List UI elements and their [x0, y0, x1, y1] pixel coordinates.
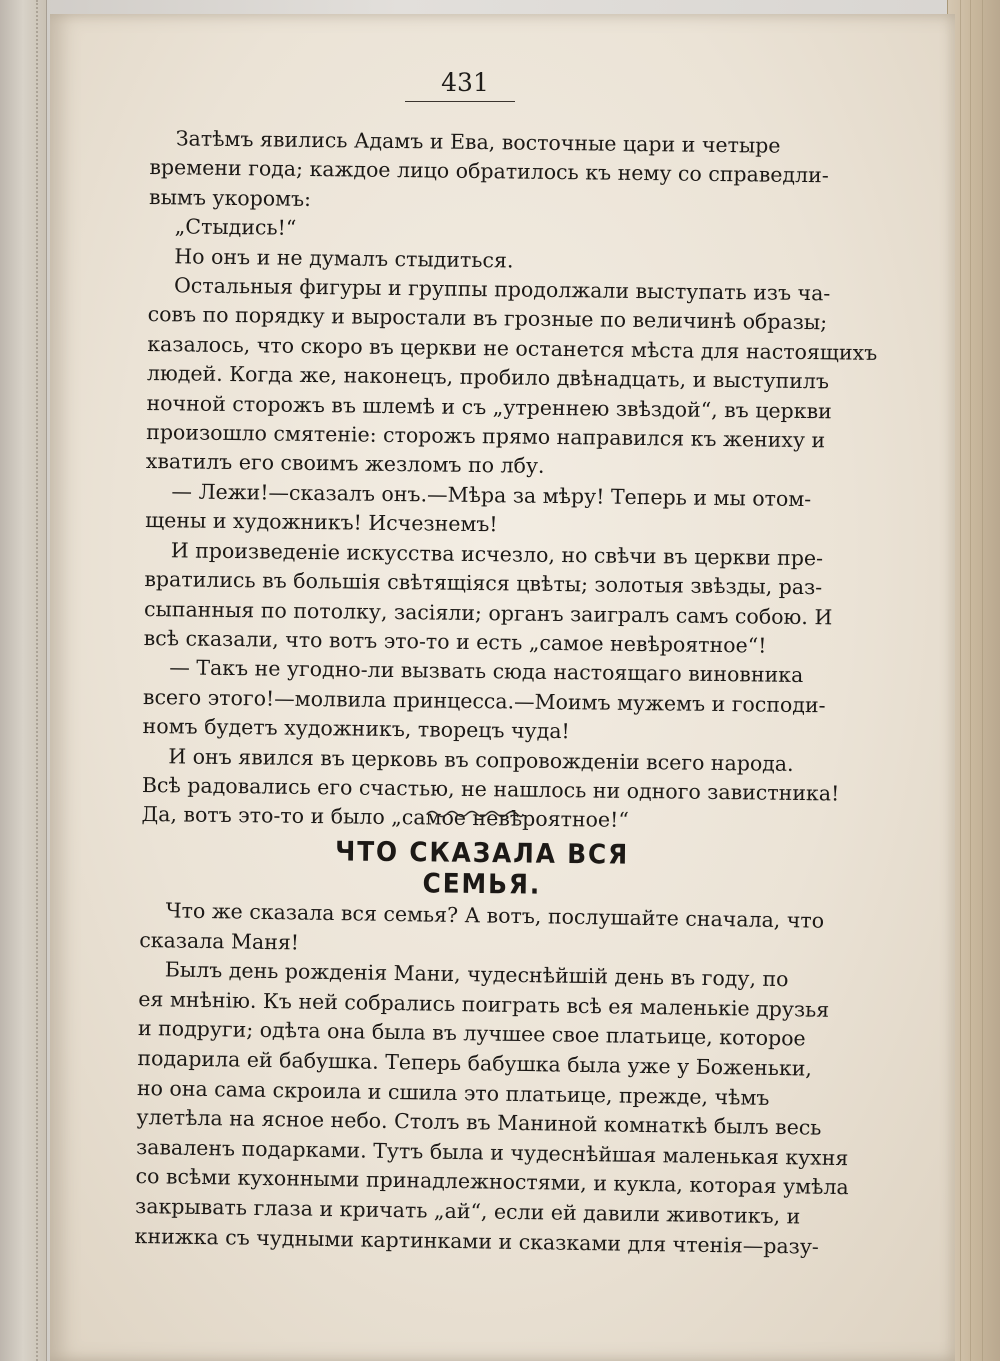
paragraph [148, 124, 829, 220]
text-line: со всѣми кухонными принадлежностями, и кукла, которая умѣла [135, 1164, 849, 1200]
text-line: ея мнѣнію. Къ ней собрались поиграть всѣ ея маленькіе друзья [138, 986, 830, 1022]
text-line: щены и художникъ! Исчезнемъ! [145, 508, 498, 537]
section1-text [141, 124, 878, 838]
text-line: Но онъ и не думалъ стыдиться. [174, 243, 514, 273]
paragraph [139, 896, 825, 966]
text-line: номъ будетъ художникъ, творецъ чуда! [142, 714, 570, 744]
text-line: вратились въ большія свѣтящіяся цвѣты; золотыя звѣзды, раз- [144, 567, 823, 600]
text-line: Да, вотъ это-то и было „самое невѣроятное!“ [141, 802, 629, 833]
binding-stitches [6, 0, 38, 1361]
paragraph [145, 271, 878, 485]
text-line: казалось, что скоро въ церкви не останется мѣста для настоящихъ [147, 331, 878, 365]
text-line: всего этого!—молвила принцесса.—Моимъ мужемъ и господи- [142, 684, 826, 718]
text-line: людей. Когда же, наконецъ, пробило двѣнадцать, и выступилъ [146, 361, 830, 394]
text-line: Былъ день рожденія Мани, чудеснѣйшій день въ году, по [164, 957, 789, 992]
paragraph [143, 536, 833, 662]
paragraph [134, 955, 849, 1262]
text-line: улетѣла на ясное небо. Столъ въ Маниной комнаткѣ былъ весь [136, 1105, 822, 1140]
text-line: Всѣ радовались его счастью, не нашлось ни одного завистника! [141, 772, 840, 806]
text-line: времени года; каждое лицо обратилось къ нему со справедли- [149, 155, 829, 188]
text-line: И произведеніе искусства исчезло, но свѣчи въ церкви пре- [170, 537, 824, 570]
text-line: и подруги; одѣта она была въ лучшее свое платьице, которое [137, 1016, 806, 1051]
text-line: хватилъ его своимъ жезломъ по лбу. [145, 449, 545, 479]
text-line: сыпанныя по потолку, засіяли; органъ заигралъ самъ собою. И [143, 596, 833, 629]
text-line: но она сама скроила и сшила это платьице, прежде, чѣмъ [136, 1075, 770, 1110]
text-line: — Такъ не угодно-ли вызвать сюда настоящаго виновника [169, 655, 804, 688]
text-line: Остальныя фигуры и группы продолжали выступать изъ ча- [173, 273, 831, 306]
page-number: 431 [441, 68, 489, 97]
text-line: произошло смятеніе: сторожъ прямо направился къ жениху и [146, 420, 826, 453]
section2-text [134, 896, 849, 1262]
text-line: „Стыдись!“ [174, 214, 297, 241]
text-line: подарила ей бабушка. Теперь бабушка была уже у Боженьки, [137, 1045, 813, 1081]
text-line: сказала Маня! [139, 927, 300, 955]
left-page-edge [0, 0, 47, 1361]
text-line: Что же сказала вся семья? А вотъ, послушайте сначала, что [165, 898, 825, 933]
text-line: вымъ укоромъ: [148, 184, 312, 211]
text-line: ночной сторожъ въ шлемѣ и съ „утреннею звѣздой“, въ церкви [146, 390, 832, 424]
paragraph [141, 741, 840, 837]
text-line: Затѣмъ явились Адамъ и Ева, восточные цари и четыре [175, 126, 781, 158]
paragraph [142, 653, 826, 749]
text-line: книжка съ чудными картинками и сказками для чтенія—разу- [134, 1223, 820, 1259]
header-rule [405, 101, 515, 102]
chapter-title: ЧТО СКАЗАЛА ВСЯ СЕМЬЯ. [335, 836, 630, 901]
text-line: — Лежи!—сказалъ онъ.—Мѣра за мѣру! Теперь и мы отом- [171, 479, 812, 511]
text-line: закрывать глаза и кричать „ай“, если ей давили животикъ, и [134, 1193, 801, 1229]
text-line: И онъ явился въ церковь въ сопровожденіи всего народа. [168, 743, 794, 776]
text-line: заваленъ подарками. Тутъ была и чудеснѣйшая маленькая кухня [135, 1134, 849, 1170]
text-line: всѣ сказали, что вотъ это-то и есть „самое невѣроятное“! [143, 625, 767, 658]
text-line: совъ по порядку и выростали въ грозные по величинѣ образы; [147, 302, 828, 335]
wavy-divider-ornament [425, 808, 525, 820]
paragraph [145, 477, 816, 544]
